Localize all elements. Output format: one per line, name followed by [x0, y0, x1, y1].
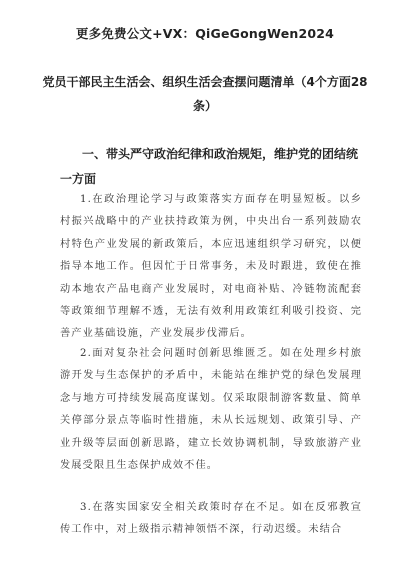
- section-heading: 一、带头严守政治纪律和政治规矩，维护党的团结统一方面: [60, 147, 359, 186]
- paragraph-2: 2.面对复杂社会问题时创新思维匮乏。如在处理乡村旅游开发与生态保护的矛盾中，未能站在维护党的绿色发展理念与地方可持续发展高度谋划。仅采取限制游客数量、简单关停部分景点等临时性措施，未从长远规划、政策引导、产业升级等层面创新思路，建立长效协调机制，导致旅游产业发展受限且生态保护成效不佳。: [60, 348, 362, 472]
- page-header: 更多免费公文+VX：QiGeGongWen2024: [75, 26, 335, 41]
- paragraph-3: 3.在落实国家安全相关政策时存在不足。如在反邪教宣传工作中，对上级指示精神领悟不深，行动迟缓。未结合: [60, 502, 362, 536]
- paragraph-1: 1.在政治理论学习与政策落实方面存在明显短板。以乡村振兴战略中的产业扶持政策为例，中央出台一系列鼓励农村特色产业发展的新政策后，本应迅速组织学习研究，以便指导本地工作。但因忙于日常事务，未及时跟进，致使在推动本地农产品电商产业发展时，对电商补贴、冷链物流配套等政策细节理解不透，无法有效利用政策红利吸引投资、完善产业基础设施，产业发展步伐滞后。: [60, 194, 362, 340]
- document-title: 党员干部民主生活会、组织生活会查摆问题清单（4个方面28条）: [42, 75, 368, 113]
